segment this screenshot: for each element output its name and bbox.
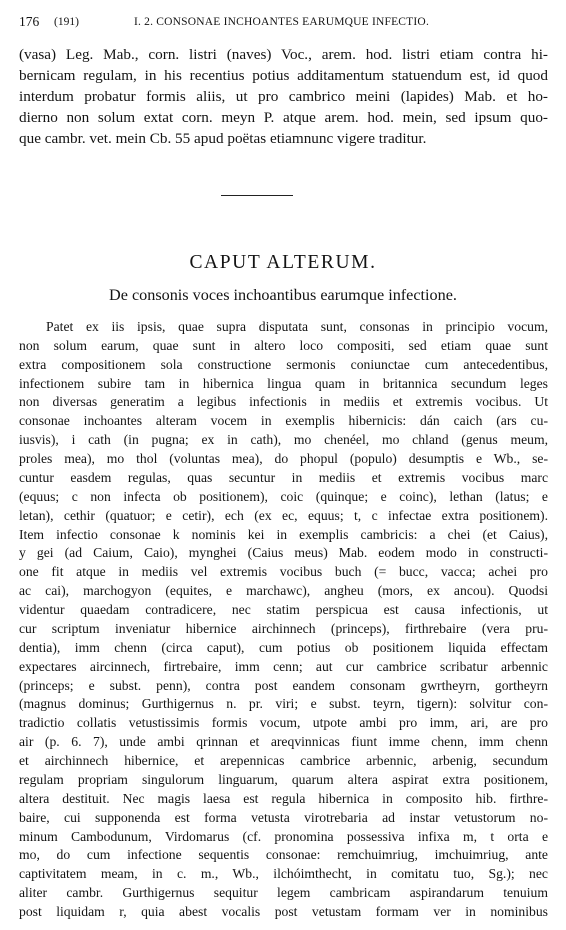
section-divider	[221, 195, 293, 196]
chapter-heading: CAPUT ALTERUM.	[189, 252, 377, 273]
running-head	[19, 12, 549, 32]
top-block-line: dierno non solum extat corn. meyn P. atque arem. hod. mein, sed ipsum quo-	[19, 109, 548, 126]
body-line: et airchinnech hibernice, et arepennicas cambrice arbennic, arbenig, secundum	[19, 753, 548, 769]
body-line: air (p. 6. 7), unde ambi qrinnan et areqvinnicas fiunt imme chenn, imm chenn	[19, 734, 548, 750]
body-line: infectionem subire tam in hibernica lingua quam in britannica secundum leges	[19, 375, 548, 391]
body-line: cur scriptum inveniatur hibernice airchinnech (princeps), firthrebaire (vera pru-	[19, 620, 548, 636]
chapter-subheading: De consonis voces inchoantibus earumque infectione.	[109, 286, 457, 304]
body-line: extra compositionem sola constructione sermonis coniunctae cum antecedentibus,	[19, 356, 548, 372]
body-line: minum Cambodunum, Virdomarus (cf. pronomina possessiva infixa m, t orta e	[19, 828, 548, 844]
body-line: consonae inchoantes alteram vocem in exemplis hibernicis: dán caich (ars cu-	[19, 413, 548, 429]
top-block-line: que cambr. vet. mein Cb. 55 apud poëtas etiamnunc vigere traditur.	[19, 130, 427, 147]
body-line: iusvis), i cath (in pugna; ex in cath), mo chenéel, mo chland (genus meum,	[19, 432, 548, 448]
top-block-line: interdum probatur formis aliis, ut pro cambrico meini (lapides) Mab. et ho-	[19, 88, 548, 105]
body-line: proles mea), mo thol (voluntas mea), do phopul (populo) desumptis e Wb., se-	[19, 451, 548, 467]
body-line: post liquidam r, quia abest vocalis post vetustam formam ver in nominibus	[19, 904, 548, 919]
body-line: baire, cui supponenda est forma vetusta virotrebaria ad instar vetustorum no-	[19, 809, 548, 825]
body-line: Item infectio consonae k nominis kei in exemplis cambricis: a chei (et Caius),	[19, 526, 548, 542]
body-line: videntur quaedam contradicere, nec statim perspicua est causa infectionis, ut	[19, 602, 548, 618]
running-title: I. 2. CONSONAE INCHOANTES EARUMQUE INFECTIO.	[134, 16, 430, 28]
body-line: aliter cambr. Gurthigernus sequitur legem cambricam aspirandarum tenuium	[19, 885, 548, 901]
body-line: (equus; c non infecta ob positionem), coic (quinque; e coinc), lethan (latus; e	[19, 488, 548, 504]
page-number: 176	[19, 14, 40, 29]
body-line: non diversas generatim a legibus infectionis in mediis et extremis vocibus. Ut	[19, 394, 548, 410]
body-line: non solum earum, quae sunt in altero loco compositi, sed etiam quae sunt	[19, 337, 548, 353]
body-line: one fit atque in mediis vel extremis vocibus buch (= bucc, vacca; achei pro	[19, 564, 548, 580]
body-line: cuntur easdem regulas, quas secuntur in mediis et extremis vocibus marc	[19, 469, 548, 485]
body-line: (magnus dominus; Gurthigernus n. pr. viri; e subst. teyrn, tigern): solvitur con-	[19, 696, 548, 712]
body-line: tradictio collatis vetustissimis formis vocum, utpote ambi pro imm, ari, are pro	[19, 715, 548, 731]
body-line: regulam propriam singulorum linguarum, quarum altera aspirat extra positionem,	[19, 771, 548, 787]
body-line: Patet ex iis ipsis, quae supra disputata sunt, consonas in principio vocum,	[46, 319, 548, 334]
body-line: dentia), imm chenn (circa caput), cum potius ob positionem liquida effectam	[19, 639, 548, 655]
body-line: ac cai), marchogyon (equites, e marchawc), angheu (mors, ex ancou). Quodsi	[19, 583, 548, 599]
body-line: captivitatem meam, in c. m., Wb., ilchóimthecht, in comitatu tuo, Sg.); nec	[19, 866, 548, 882]
body-line: expectares aircinnech, firtrebaire, imm cenn; aut cur cambrice scribatur arbennic	[19, 658, 548, 674]
body-line: mo, do cum infectione sequentis consonae: remchuimriug, imchuimriug, ante	[19, 847, 548, 863]
top-block-line: (vasa) Leg. Mab., corn. listri (naves) Voc., arem. hod. listri etiam contra hi-	[19, 46, 548, 63]
top-block-line: bernicam regulam, in his recentius potius additamentum statuendum est, id quod	[19, 67, 548, 84]
body-line: y gei (ad Caium, Caio), mynghei (Caius meus) Mab. eodem modo in constructi-	[19, 545, 548, 561]
body-line: altera destituit. Nec magis laesa est regula hibernica in composito hib. firthre-	[19, 790, 548, 806]
alt-page-number: (191)	[54, 16, 79, 28]
body-line: (princeps; e subst. penn), contra post eandem consonam gwrtheyrn, gortheyrn	[19, 677, 548, 693]
body-line: letan), cethir (quatuor; e cetir), ech (ex ec, equus; t, c infectae extra positionem).	[19, 507, 548, 523]
